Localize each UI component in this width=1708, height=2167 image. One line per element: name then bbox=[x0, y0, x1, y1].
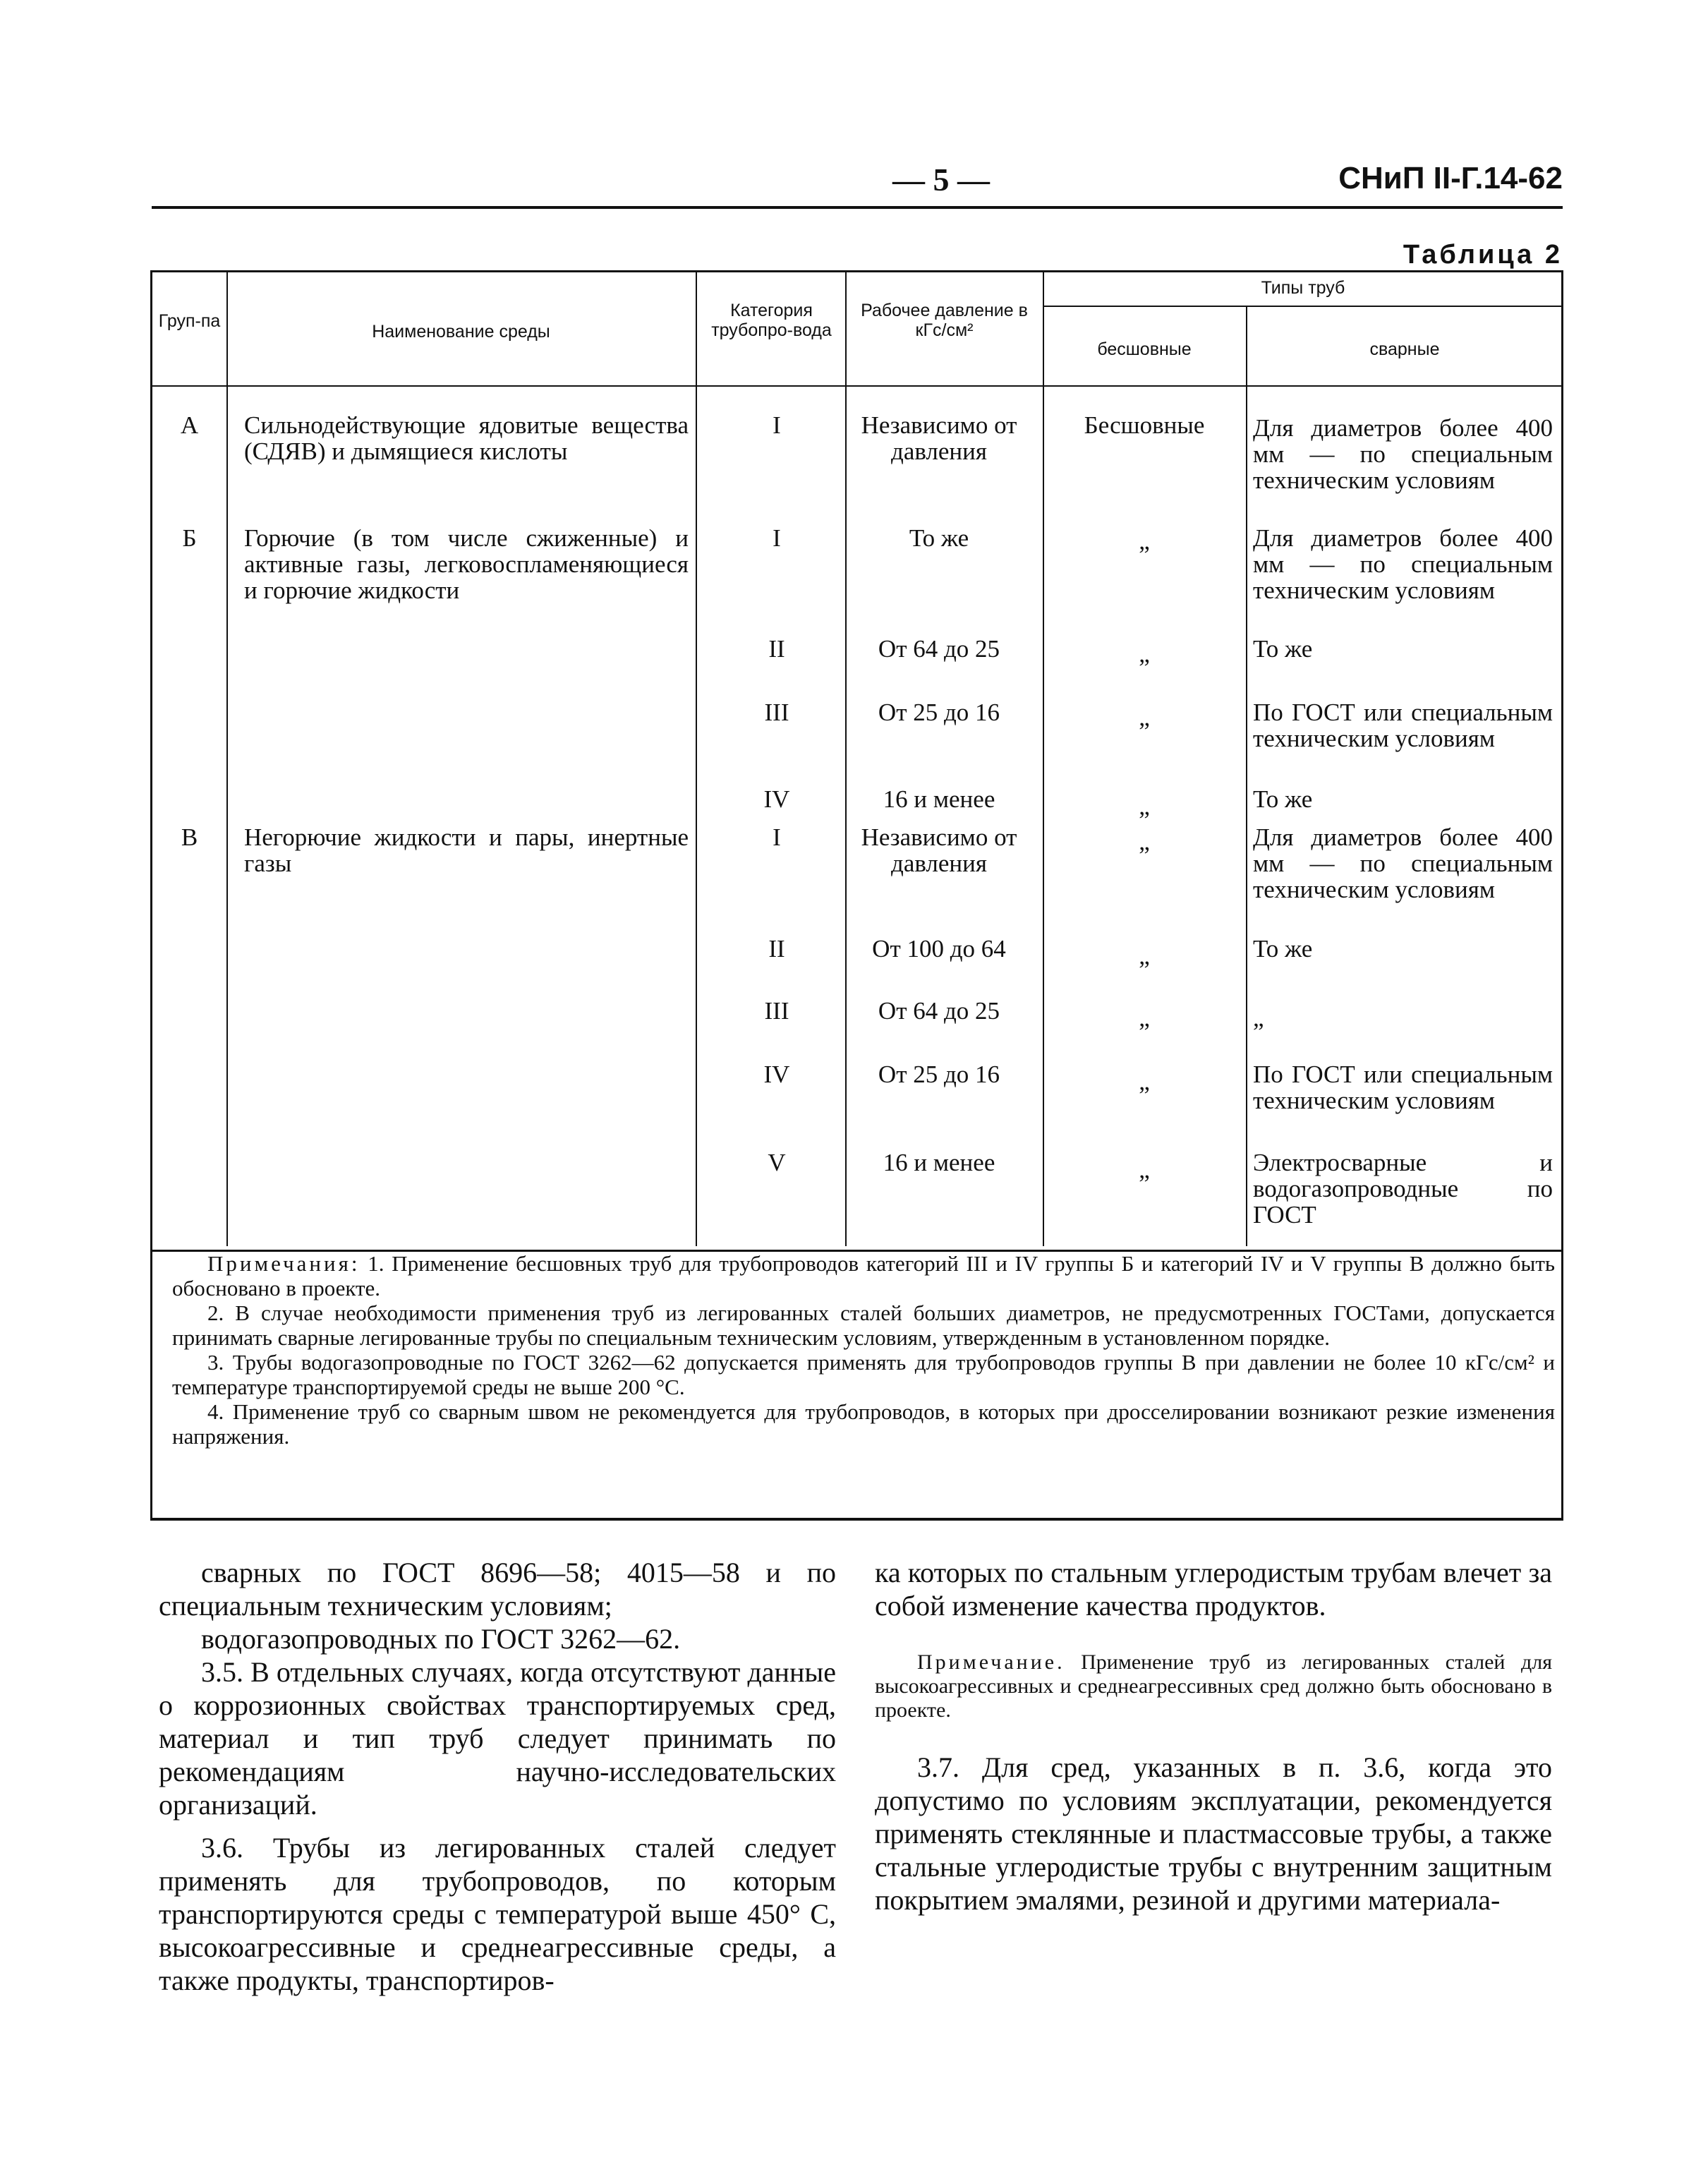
note-4: 4. Применение труб со сварным швом не рекомендуется для трубопроводов, в которых при дросселировании возникают резкие изменения напряжения. bbox=[172, 1399, 1555, 1449]
cell-pressure: Независимо от давления bbox=[861, 823, 1017, 877]
cell-welded: Для диаметров более 400 мм — по специальным техническим условиям bbox=[1253, 524, 1553, 604]
cell-welded: „ bbox=[1253, 1004, 1264, 1032]
paragraph-3-7: 3.7. Для сред, указанных в п. 3.6, когда это допустимо по условиям эксплуатации, рекомендуется применять стеклянные и пластмассовые трубы, а также стальные углеродистые трубы с внутренним защитным покрытием эмалями, резиной и другими материала- bbox=[875, 1751, 1552, 1916]
col-header-category: Категория трубопро-вода bbox=[711, 301, 832, 340]
paragraph-3-6: 3.6. Трубы из легированных сталей следует применять для трубопроводов, по которым транспортируются среды с температурой выше 450° С, высокоагрессивные и среднеагрессивные среды, а также продукты, транспортиров- bbox=[159, 1832, 836, 1996]
cell-seamless: „ bbox=[1139, 1156, 1150, 1183]
page-header bbox=[152, 161, 1563, 203]
cell-category: III bbox=[764, 699, 789, 726]
cell-category: IV bbox=[763, 1061, 790, 1088]
cell-welded: Электросварные и водогазопроводные по ГОСТ bbox=[1253, 1149, 1553, 1229]
table-notes bbox=[172, 1251, 1555, 1449]
note-1: 1. Применение бесшовных труб для трубопроводов категорий III и IV группы Б и категорий IV и V группы В должно быть обосновано в проекте. bbox=[172, 1251, 1556, 1300]
section-note-text: Применение труб из легированных сталей для высокоагрессивных и среднеагрессивных сред должно быть обосновано в проекте. bbox=[875, 1650, 1552, 1722]
cell-seamless: „ bbox=[1139, 1004, 1150, 1032]
cell-group: Б bbox=[182, 524, 197, 552]
col-header-pressure: Рабочее давление в кГс/см² bbox=[861, 301, 1028, 340]
cell-medium: Негорючие жидкости и пары, инертные газы bbox=[244, 823, 689, 877]
col-header-seamless: бесшовные bbox=[1097, 339, 1192, 359]
body-column-right bbox=[875, 1556, 1552, 1917]
section-note bbox=[875, 1650, 1552, 1722]
cell-group: В bbox=[181, 823, 198, 851]
col-header-group: Груп-па bbox=[158, 311, 221, 331]
cell-pressure: 16 и менее bbox=[883, 1149, 995, 1176]
cell-medium: Горючие (в том числе сжиженные) и активные газы, легковоспламеняющиеся и горючие жидкости bbox=[244, 524, 689, 604]
cell-seamless: „ bbox=[1139, 792, 1150, 820]
header-bottom-rule bbox=[152, 385, 1563, 387]
cell-welded: Для диаметров более 400 мм — по специальным техническим условиям bbox=[1253, 823, 1553, 903]
header-rule bbox=[152, 206, 1563, 209]
notes-title: Примечания: bbox=[207, 1251, 361, 1276]
body-column-left bbox=[159, 1556, 836, 1997]
cell-group: А bbox=[180, 411, 199, 439]
cell-pressure: От 64 до 25 bbox=[878, 635, 1000, 663]
cell-category: III bbox=[764, 997, 789, 1025]
cell-pressure: От 25 до 16 bbox=[878, 1061, 1000, 1088]
cell-seamless: Бесшовные bbox=[1084, 411, 1205, 439]
cell-welded: Для диаметров более 400 мм — по специальным техническим условиям bbox=[1253, 414, 1553, 494]
page-number: — 5 — bbox=[892, 162, 990, 198]
section-note-title: Примечание. bbox=[917, 1650, 1065, 1674]
cell-category: II bbox=[768, 635, 785, 663]
document-code: СНиП II-Г.14-62 bbox=[1338, 161, 1563, 195]
cell-pressure: Независимо от давления bbox=[861, 411, 1017, 465]
paragraph: сварных по ГОСТ 8696—58; 4015—58 и по специальным техническим условиям; bbox=[159, 1557, 836, 1622]
cell-welded: То же bbox=[1253, 635, 1313, 663]
cell-seamless: „ bbox=[1139, 640, 1150, 668]
cell-category: I bbox=[773, 411, 781, 439]
paragraph-continued: ка которых по стальным углеродистым трубам влечет за собой изменение качества продуктов. bbox=[875, 1557, 1552, 1622]
paragraph: водогазопроводных по ГОСТ 3262—62. bbox=[201, 1623, 681, 1655]
cell-category: I bbox=[773, 823, 781, 851]
cell-pressure: От 25 до 16 bbox=[878, 699, 1000, 726]
cell-pressure: 16 и менее bbox=[883, 785, 995, 813]
table-2 bbox=[150, 270, 1563, 1521]
cell-pressure: То же bbox=[909, 524, 969, 552]
cell-seamless: „ bbox=[1139, 942, 1150, 970]
col-header-medium: Наименование среды bbox=[372, 322, 550, 342]
table-label: Таблица 2 bbox=[1403, 240, 1563, 270]
col-divider bbox=[1246, 306, 1247, 1246]
col-divider bbox=[226, 272, 228, 1246]
col-header-welded: сварные bbox=[1369, 339, 1440, 359]
cell-seamless: „ bbox=[1139, 704, 1150, 731]
cell-welded: По ГОСТ или специальным техническим условиям bbox=[1253, 1061, 1553, 1114]
col-header-pipe-types: Типы труб bbox=[1261, 278, 1345, 298]
cell-seamless: „ bbox=[1139, 527, 1150, 555]
cell-pressure: От 64 до 25 bbox=[878, 997, 1000, 1025]
cell-welded: То же bbox=[1253, 785, 1313, 813]
cell-category: I bbox=[773, 524, 781, 552]
note-3: 3. Трубы водогазопроводные по ГОСТ 3262—62 допускается применять для трубопроводов группы В при давлении не более 10 кГс/см² и температуре транспортируемой среды не выше 200 °С. bbox=[172, 1350, 1555, 1399]
cell-pressure: От 100 до 64 bbox=[872, 935, 1006, 962]
cell-medium: Сильнодействующие ядовитые вещества (СДЯВ) и дымящиеся кислоты bbox=[244, 411, 689, 465]
paragraph-3-5: 3.5. В отдельных случаях, когда отсутствуют данные о коррозионных свойствах транспортируемых сред, материал и тип труб следует принимать по рекомендациям научно-исследовательских организаций. bbox=[159, 1656, 836, 1821]
cell-category: V bbox=[768, 1149, 786, 1176]
cell-category: IV bbox=[763, 785, 790, 813]
cell-seamless: „ bbox=[1139, 828, 1150, 855]
cell-welded: То же bbox=[1253, 935, 1313, 962]
cell-category: II bbox=[768, 935, 785, 962]
cell-welded: По ГОСТ или специальным техническим условиям bbox=[1253, 699, 1553, 752]
cell-seamless: „ bbox=[1139, 1068, 1150, 1095]
note-2: 2. В случае необходимости применения труб из легированных сталей больших диаметров, не предусмотренных ГОСТами, допускается принимать сварные легированные трубы по специальным техническим условиям, утвержденным в установленном порядке. bbox=[172, 1300, 1555, 1350]
header-subrule bbox=[1043, 306, 1563, 307]
